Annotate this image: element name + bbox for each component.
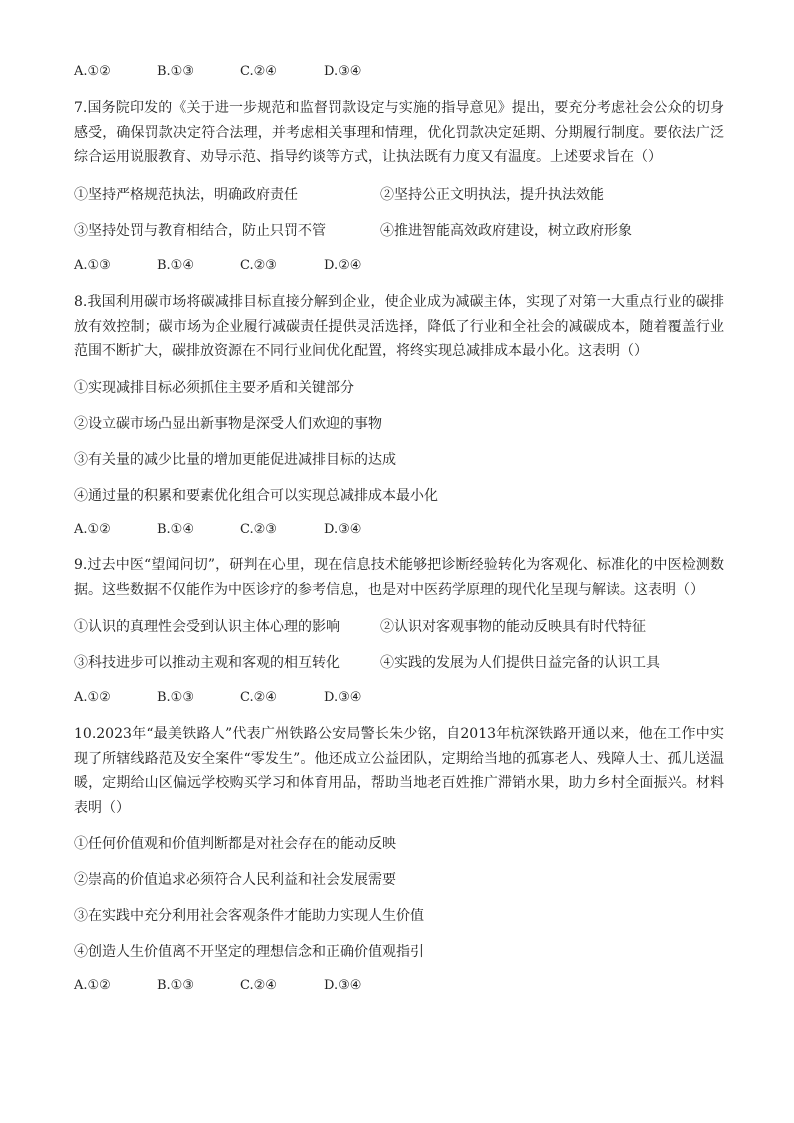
q6-answer-a: A.①② <box>74 64 111 79</box>
q7-answer-a: A.①③ <box>74 258 111 273</box>
q9-answer-a: A.①② <box>74 690 111 705</box>
q9-answer-d: D.③④ <box>324 690 362 705</box>
q9-option-4: ④实践的发展为人们提供日益完备的认识工具 <box>380 655 660 671</box>
q9-option-3: ③科技进步可以推动主观和客观的相互转化 <box>74 655 340 671</box>
q8-option-2: ②设立碳市场凸显出新事物是深受人们欢迎的事物 <box>74 416 382 432</box>
q8-option-4: ④通过量的积累和要素优化组合可以实现总减排成本最小化 <box>74 488 438 504</box>
q6-answer-b: B.①③ <box>157 64 194 79</box>
q9-option-1: ①认识的真理性会受到认识主体心理的影响 <box>74 619 340 635</box>
q8-answer-d: D.③④ <box>324 522 362 537</box>
q9-answer-b: B.①③ <box>157 690 194 705</box>
q8-answer-a: A.①② <box>74 522 111 537</box>
q8-option-3: ③有关量的减少比量的增加更能促进减排目标的达成 <box>74 452 396 468</box>
q7-answer-b: B.①④ <box>157 258 194 273</box>
q7-answer-d: D.②④ <box>324 258 362 273</box>
q10-option-2: ②崇高的价值追求必须符合人民利益和社会发展需要 <box>74 872 396 888</box>
q10-option-4: ④创造人生价值离不开坚定的理想信念和正确价值观指引 <box>74 944 424 960</box>
q9-answer-c: C.②④ <box>240 690 277 705</box>
q10-answer-c: C.②④ <box>240 978 277 993</box>
q7-option-1: ①坚持严格规范执法，明确政府责任 <box>74 187 298 203</box>
q7-stem: 7.国务院印发的《关于进一步规范和监督罚款设定与实施的指导意见》提出，要充分考虑社会公众的切身感受，确保罚款决定符合法理，并考虑相关事理和情理，优化罚款决定延期、分期履行制度。要依法广泛综合运用说服教育、劝导示范、指导约谈等方式，让执法既有力度又有温度。上述要求旨在（） <box>74 100 724 165</box>
q10-answer-d: D.③④ <box>324 978 362 993</box>
q9-stem: 9.过去中医“望闻问切”，研判在心里，现在信息技术能够把诊断经验转化为客观化、标准化的中医检测数据。这些数据不仅能作为中医诊疗的参考信息，也是对中医药学原理的现代化呈现与解读。这表明（） <box>74 557 724 598</box>
q7-option-4: ④推进智能高效政府建设，树立政府形象 <box>380 223 632 239</box>
q10-answer-b: B.①③ <box>157 978 194 993</box>
q7-option-3: ③坚持处罚与教育相结合，防止只罚不管 <box>74 223 326 239</box>
q8-answer-b: B.①④ <box>157 522 194 537</box>
q8-option-1: ①实现减排目标必须抓住主要矛盾和关键部分 <box>74 380 354 396</box>
q8-stem: 8.我国利用碳市场将碳减排目标直接分解到企业，使企业成为减碳主体，实现了对第一大重点行业的碳排放有效控制；碳市场为企业履行减碳责任提供灵活选择，降低了行业和全社会的减碳成本，随着覆盖行业范围不断扩大，碳排放资源在不同行业间优化配置，将终实现总减排成本最小化。这表明（） <box>74 294 724 359</box>
q6-answer-d: D.③④ <box>324 64 362 79</box>
q10-answer-a: A.①② <box>74 978 111 993</box>
q7-answer-c: C.②③ <box>240 258 277 273</box>
q10-option-1: ①任何价值观和价值判断都是对社会存在的能动反映 <box>74 836 396 852</box>
q10-stem: 10.2023年“最美铁路人”代表广州铁路公安局警长朱少铭，自2013年杭深铁路开通以来，他在工作中实现了所辖线路范及安全案件“零发生”。他还成立公益团队，定期给当地的孤寡老人、残障人士、孤儿送温暖，定期给山区偏远学校购买学习和体育用品，帮助当地老百姓推广滞销水果，助力乡村全面振兴。材料表明（） <box>74 726 724 816</box>
q8-answer-c: C.②③ <box>240 522 277 537</box>
q6-answer-c: C.②④ <box>240 64 277 79</box>
q10-option-3: ③在实践中充分利用社会客观条件才能助力实现人生价值 <box>74 908 424 924</box>
q7-option-2: ②坚持公正文明执法，提升执法效能 <box>380 187 604 203</box>
q9-option-2: ②认识对客观事物的能动反映具有时代特征 <box>380 619 646 635</box>
